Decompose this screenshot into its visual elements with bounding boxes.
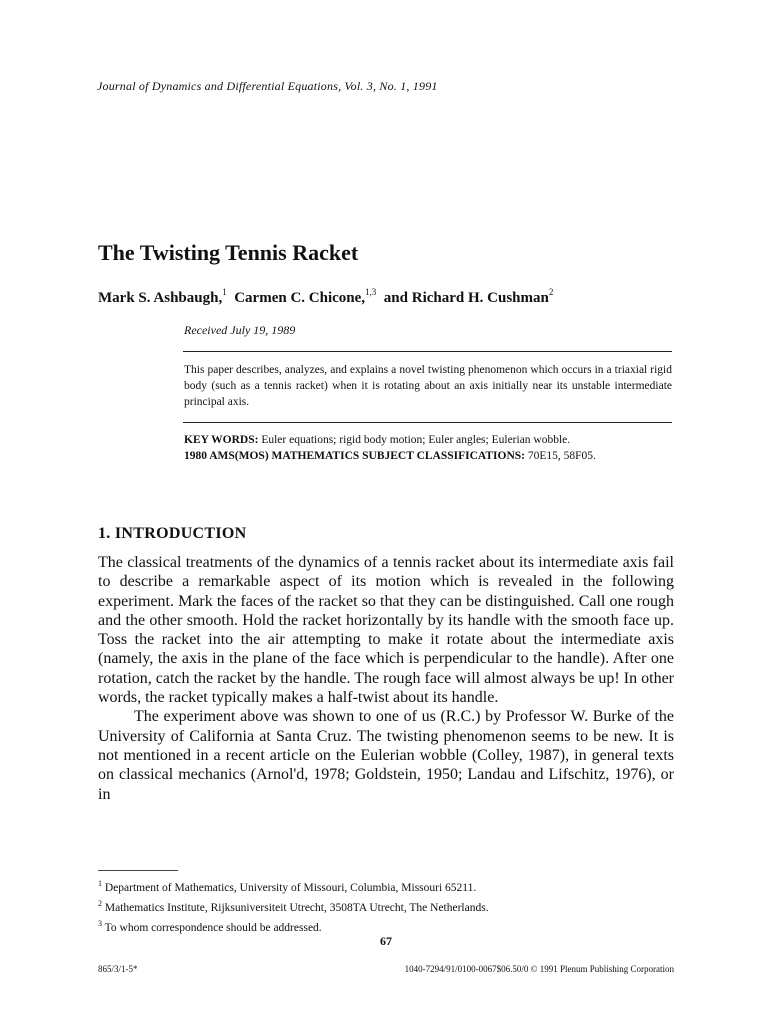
keywords-block — [184, 432, 672, 464]
body-paragraph: The classical treatments of the dynamics of a tennis racket about its intermediate axis fail to describe a remarkable aspect of its motion which is revealed in the following experiment. Mark the faces of the racket so that they can be distinguished. Call one rough and the other smooth. Hold the racket horizontally by its handle with the smooth face up. Toss the racket into the air attempting to make it rotate about the intermediate axis (namely, the axis in the plane of the face which is perpendicular to the handle). After one rotation, catch the racket by the handle. The rough face will almost always be up! In other words, the racket typically makes a half-twist about its handle. — [98, 554, 674, 707]
footnote-number: 3 — [98, 918, 102, 928]
footnote-number: 2 — [98, 898, 102, 908]
classification-text: 70E15, 58F05. — [527, 450, 596, 462]
journal-header: Journal of Dynamics and Differential Equations, Vol. 3, No. 1, 1991 — [97, 79, 438, 93]
abstract-top-rule — [183, 351, 672, 352]
footnote-number: 1 — [98, 879, 102, 888]
footnote-text: Mathematics Institute, Rijksuniversiteit Utrecht, 3508TA Utrecht, The Netherlands. — [104, 901, 489, 914]
footnote — [98, 896, 678, 916]
footnote-divider — [98, 870, 178, 871]
footnote — [98, 876, 678, 896]
abstract-bottom-rule — [183, 422, 672, 423]
keywords-label: KEY WORDS: — [184, 434, 259, 446]
footnote — [98, 916, 678, 936]
body-paragraph: The experiment above was shown to one of us (R.C.) by Professor W. Burke of the University of California at Santa Cruz. The twisting phenomenon seems to be new. It is not mentioned in a recent article on the Eulerian wobble (Colley, 1987), in general texts on classical mechanics (Arnol'd, 1978; Goldstein, 1950; Landau and Lifschitz, 1976), or in — [98, 708, 674, 803]
author-affiliation: 1,3 — [365, 287, 377, 297]
copyright-line: 1040-7294/91/0100-0067$06.50/0 © 1991 Plenum Publishing Corporation — [404, 964, 674, 974]
section-heading: 1. INTRODUCTION — [98, 525, 247, 542]
footnotes — [98, 876, 678, 935]
footnote-text: To whom correspondence should be addressed. — [104, 921, 322, 934]
author-name: and Richard H. Cushman — [383, 290, 549, 306]
keywords-text: Euler equations; rigid body motion; Euler angles; Eulerian wobble. — [261, 434, 571, 446]
page-number: 67 — [380, 934, 392, 948]
paper-title: The Twisting Tennis Racket — [98, 240, 359, 265]
author-name: Mark S. Ashbaugh, — [98, 290, 223, 306]
manuscript-code: 865/3/1-5* — [98, 964, 138, 974]
classification-label: 1980 AMS(MOS) MATHEMATICS SUBJECT CLASSIFICATIONS: — [184, 450, 526, 462]
author-list — [98, 288, 553, 307]
footnote-text: Department of Mathematics, University of Missouri, Columbia, Missouri 65211. — [104, 881, 477, 894]
author-name: Carmen C. Chicone, — [234, 290, 366, 306]
abstract: This paper describes, analyzes, and explains a novel twisting phenomenon which occurs in a triaxial rigid body (such as a tennis racket) when it is rotating about an axis initially near its unstable intermediate principal axis. — [184, 364, 672, 408]
section-body — [98, 553, 674, 804]
author-affiliation: 1 — [222, 287, 227, 297]
author-affiliation: 2 — [548, 287, 554, 297]
received-date: Received July 19, 1989 — [184, 323, 296, 337]
